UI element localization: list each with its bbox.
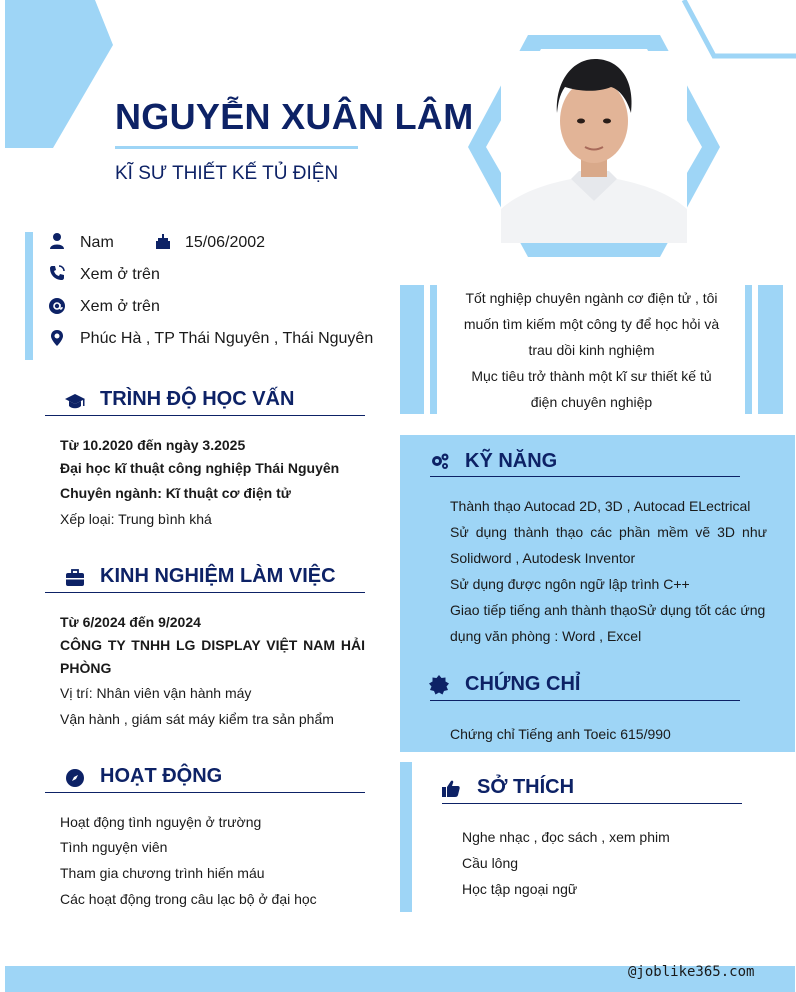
hobby-item: Cầu lông <box>462 855 519 871</box>
objective-line: điện chuyên nghiệp <box>530 394 653 410</box>
certificate-icon <box>428 674 450 696</box>
skills-divider <box>430 476 740 477</box>
birthday-value: 15/06/2002 <box>185 234 266 251</box>
skill-line: dụng văn phòng : Word , Excel <box>450 628 642 644</box>
cake-icon <box>154 232 172 250</box>
education-divider <box>45 415 365 416</box>
address-value: Phúc Hà , TP Thái Nguyên , Thái Nguyên <box>80 330 374 347</box>
education-section-title: TRÌNH ĐỘ HỌC VẤN <box>100 388 295 410</box>
experience-company: CÔNG TY TNHH LG DISPLAY VIỆT NAM HẢI <box>60 637 365 653</box>
activities-divider <box>45 792 365 793</box>
at-icon <box>48 297 66 315</box>
experience-period: Từ 6/2024 đến 9/2024 <box>60 614 201 630</box>
education-grade: Xếp loại: Trung bình khá <box>60 511 212 527</box>
certificates-section-title: CHỨNG CHỈ <box>465 673 581 695</box>
email-value: Xem ở trên <box>80 298 160 315</box>
hobbies-divider <box>442 803 742 804</box>
objective-accent-bar <box>400 285 424 414</box>
education-major: Chuyên ngành: Kĩ thuật cơ điện tử <box>60 485 291 501</box>
candidate-name: NGUYỄN XUÂN LÂM <box>115 96 474 137</box>
objective-line: Tốt nghiệp chuyên ngành cơ điện tử , tôi <box>465 290 718 306</box>
activity-item: Tham gia chương trình hiến máu <box>60 865 265 881</box>
skill-line: Giao tiếp tiếng anh thành thạoSử dụng tốt các ứng <box>450 602 766 618</box>
graduation-cap-icon <box>64 390 86 412</box>
profile-photo <box>501 51 687 243</box>
objective-accent-bar <box>745 285 752 414</box>
activities-section-title: HOẠT ĐỘNG <box>100 765 223 787</box>
user-icon <box>48 232 66 250</box>
objective-line: Mục tiêu trở thành một kĩ sư thiết kế tủ <box>471 368 712 384</box>
hobby-item: Học tập ngoại ngữ <box>462 881 578 897</box>
objective-accent-bar <box>430 285 437 414</box>
experience-duty: Vận hành , giám sát máy kiểm tra sản phẩm <box>60 711 334 727</box>
skill-line: Solidword , Autodesk Inventor <box>450 550 636 566</box>
objective-line: muốn tìm kiếm một công ty để học hỏi và <box>463 316 720 332</box>
skill-line: Sử dụng thành thạo các phần mềm vẽ 3D như <box>450 524 767 540</box>
experience-divider <box>45 592 365 593</box>
experience-company-cont: PHÒNG <box>60 660 112 676</box>
activity-item: Hoạt động tình nguyện ở trường <box>60 814 262 830</box>
hobbies-section-title: SỞ THÍCH <box>477 776 575 798</box>
career-objective <box>450 285 733 415</box>
certificate-item: Chứng chỉ Tiếng anh Toeic 615/990 <box>450 726 671 742</box>
compass-icon <box>64 767 86 789</box>
gears-icon <box>429 451 451 473</box>
skill-line: Thành thạo Autocad 2D, 3D , Autocad ELectrical <box>450 498 751 514</box>
contact-accent-bar <box>25 232 33 360</box>
education-period: Từ 10.2020 đến ngày 3.2025 <box>60 437 246 453</box>
skill-line: Sử dụng được ngôn ngữ lập trình C++ <box>450 576 690 592</box>
objective-accent-bar <box>758 285 783 414</box>
hobbies-accent-bar <box>400 762 412 912</box>
experience-section-title: KINH NGHIỆM LÀM VIỆC <box>100 565 336 587</box>
education-school: Đại học kĩ thuật công nghiệp Thái Nguyên <box>60 460 340 476</box>
phone-icon <box>48 264 66 282</box>
map-pin-icon <box>48 329 66 347</box>
thumbs-up-icon <box>440 778 462 800</box>
briefcase-icon <box>64 567 86 589</box>
objective-line: trau dồi kinh nghiệm <box>528 342 655 358</box>
phone-value: Xem ở trên <box>80 266 160 283</box>
footer-watermark: @joblike365.com <box>628 964 755 980</box>
activity-item: Các hoạt động trong câu lạc bộ ở đại học <box>60 891 317 907</box>
job-title: KĨ SƯ THIẾT KẾ TỦ ĐIỆN <box>115 163 339 184</box>
name-underline <box>115 146 358 149</box>
decorative-corner-shape <box>5 0 115 150</box>
activity-item: Tình nguyện viên <box>60 839 168 855</box>
gender-value: Nam <box>80 234 114 251</box>
skills-section-title: KỸ NĂNG <box>465 450 558 472</box>
experience-position: Vị trí: Nhân viên vận hành máy <box>60 685 252 701</box>
certificates-divider <box>430 700 740 701</box>
hobby-item: Nghe nhạc , đọc sách , xem phim <box>462 829 670 845</box>
